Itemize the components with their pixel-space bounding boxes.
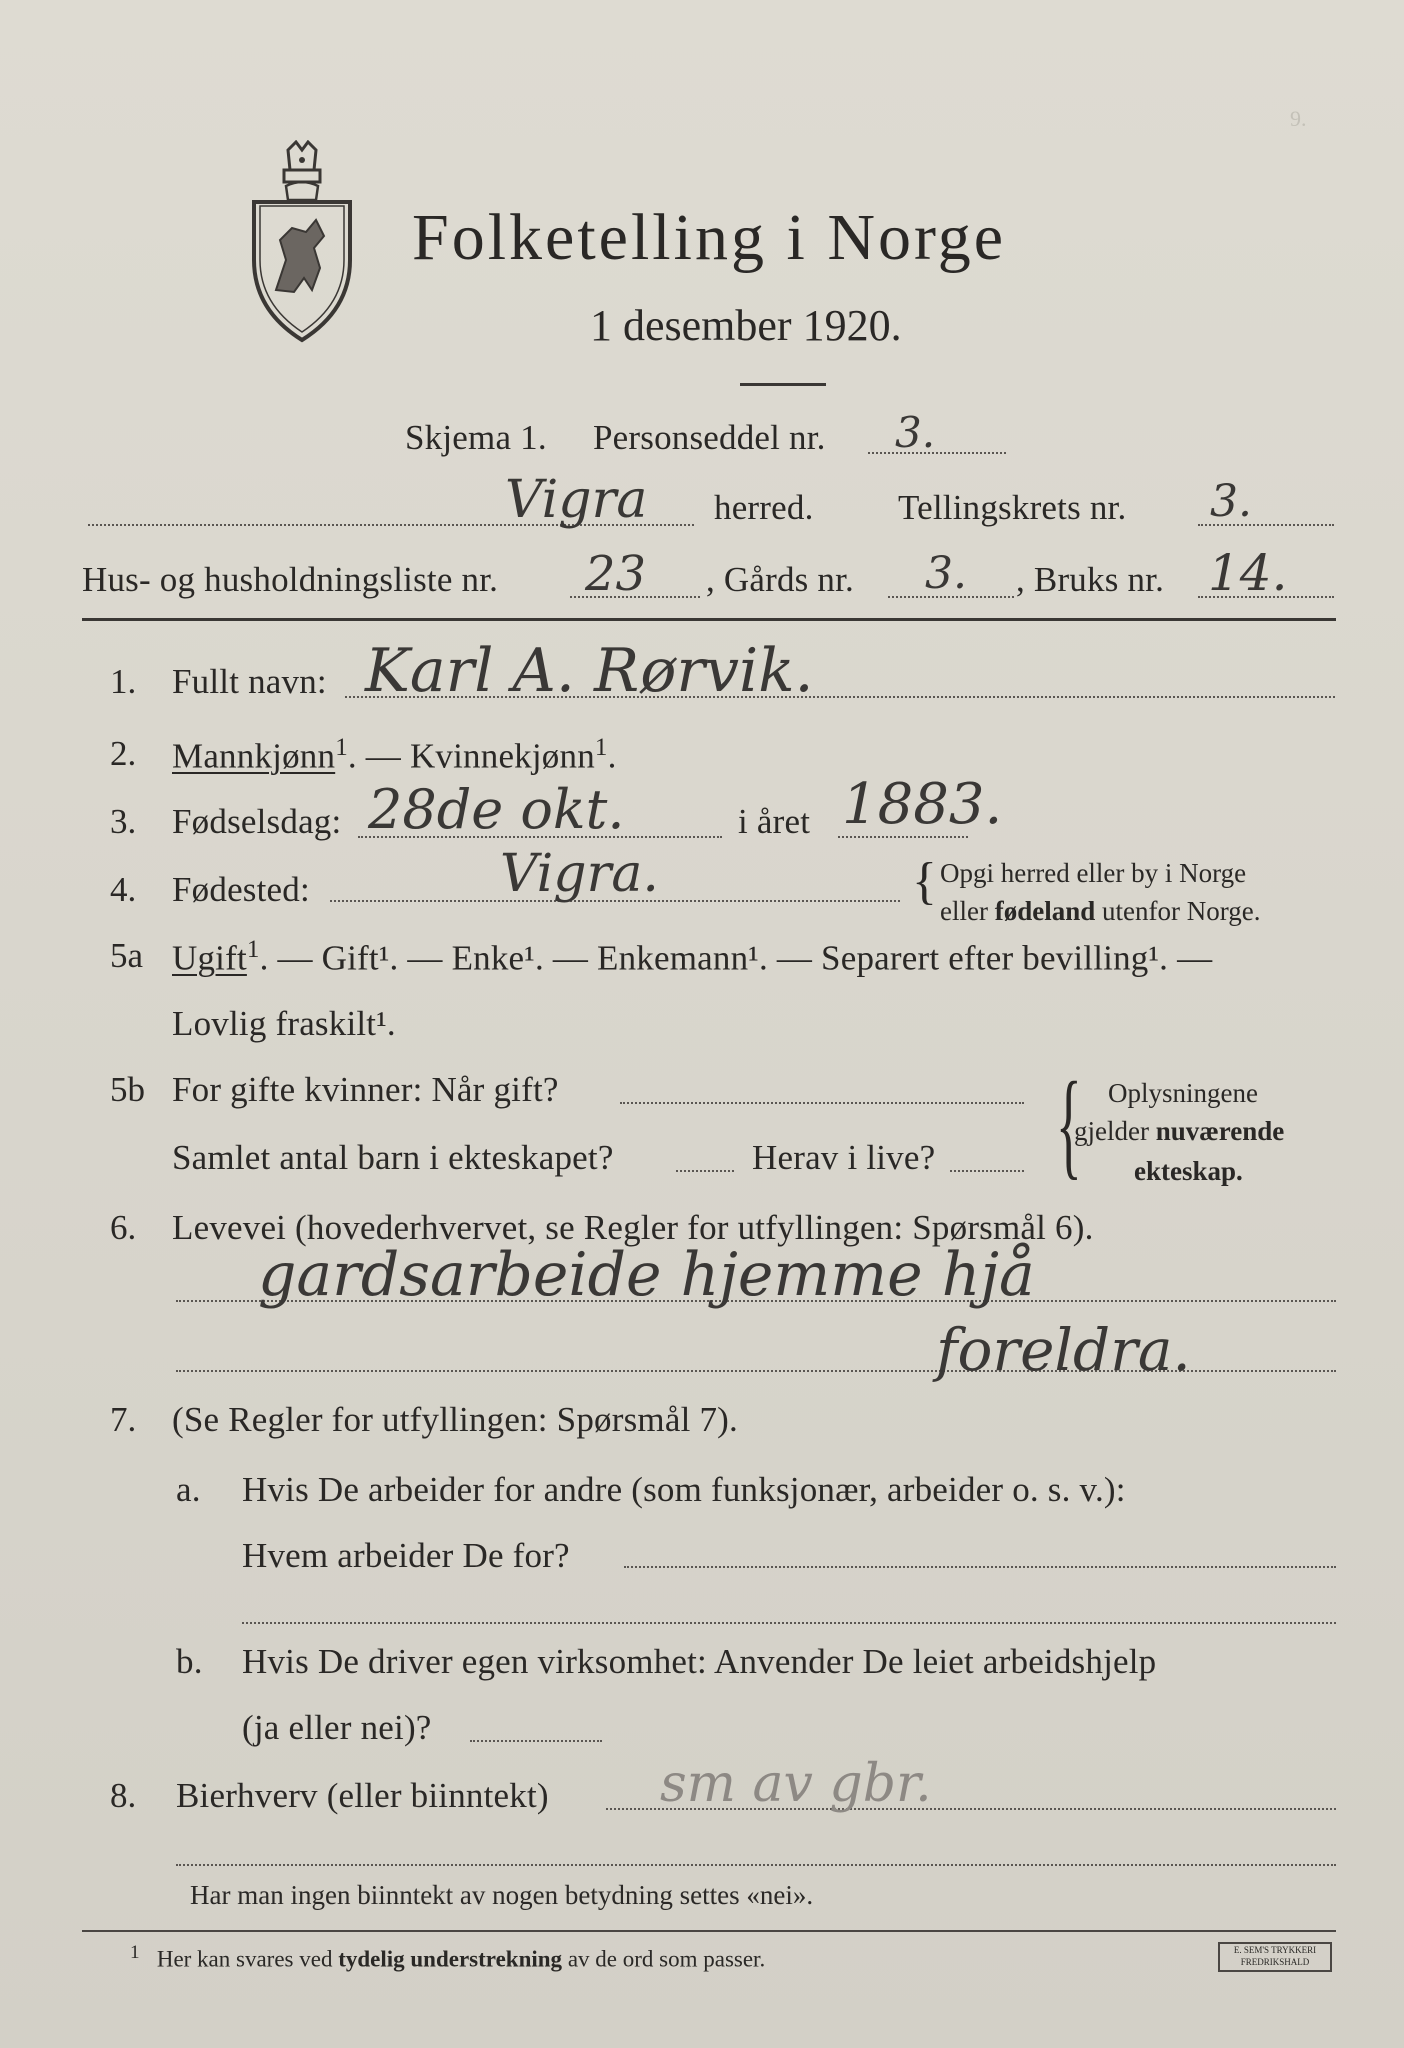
q2-number: 2.	[110, 734, 137, 773]
personseddel-label: Personseddel nr.	[593, 418, 826, 457]
full-name-value[interactable]: Karl A. Rørvik.	[365, 636, 814, 706]
herred-label: herred.	[714, 488, 814, 527]
q4-note-line1: Opgi herred eller by i Norge	[940, 858, 1247, 888]
q5b-label1: For gifte kvinner: Når gift?	[172, 1070, 559, 1109]
q2-options	[172, 734, 617, 777]
birthday-value[interactable]: 28de okt.	[368, 778, 625, 841]
q1-label: Fullt navn:	[172, 662, 327, 701]
q5a-line2[interactable]: Lovlig fraskilt¹.	[172, 1004, 396, 1043]
footnote-mark: 1	[246, 936, 260, 963]
year-value[interactable]: 1883.	[842, 772, 1003, 837]
hus-label: Hus- og husholdningsliste nr.	[82, 560, 499, 599]
q5a-options	[172, 936, 1212, 979]
footnote: $^1$ Her kan svares ved tydelig understrekning av de ord som passer.	[130, 1942, 766, 1972]
q5b-note3: ekteskap.	[1134, 1156, 1243, 1186]
hired-help-field-line[interactable]	[470, 1740, 602, 1742]
side-income-value[interactable]: sm av gbr.	[660, 1754, 932, 1814]
q7b-line1: Hvis De driver egen virksomhet: Anvender De leiet arbeidshjelp	[242, 1642, 1157, 1681]
page-title: Folketelling i Norge	[412, 201, 1007, 274]
q8-label: Bierhverv (eller biinntekt)	[176, 1776, 549, 1815]
q5b-number: 5b	[110, 1070, 145, 1109]
option-ugift[interactable]: Ugift	[172, 938, 247, 978]
employer-field-line-2[interactable]	[242, 1622, 1336, 1624]
tellingskrets-value[interactable]: 3.	[1210, 476, 1252, 527]
alive-field-line[interactable]	[950, 1170, 1024, 1172]
q6-number: 6.	[110, 1208, 137, 1247]
children-field-line[interactable]	[676, 1170, 734, 1172]
q5b-label2: Samlet antal barn i ekteskapet?	[172, 1138, 614, 1177]
q4-label: Fødested:	[172, 870, 310, 909]
q7a-line2: Hvem arbeider De for?	[242, 1536, 570, 1575]
q3-label: Fødselsdag:	[172, 802, 342, 841]
coat-of-arms-icon	[246, 140, 358, 345]
q5b-label3: Herav i live?	[752, 1138, 936, 1177]
census-date: 1 desember 1920.	[590, 301, 902, 350]
q5b-note1: Oplysningene	[1108, 1078, 1258, 1108]
q4-brace: {	[912, 853, 937, 910]
q5b-note2: gjelder nuværende	[1074, 1116, 1285, 1146]
q3-number: 3.	[110, 802, 137, 841]
option-kvinnekjonn[interactable]: . — Kvinnekjønn	[347, 736, 595, 776]
header-rule	[82, 618, 1336, 621]
marriage-date-field-line[interactable]	[620, 1102, 1024, 1104]
gaards-label: , Gårds nr.	[706, 560, 855, 599]
q6-label: Levevei (hovederhvervet, se Regler for utfyllingen: Spørsmål 6).	[172, 1208, 1094, 1247]
q8-number: 8.	[110, 1776, 137, 1815]
q5a-number: 5a	[110, 936, 144, 975]
q5b-brace: {	[1055, 1057, 1082, 1190]
marital-other-options[interactable]: . — Gift¹. — Enke¹. — Enkemann¹. — Separert efter bevilling¹. —	[259, 938, 1213, 978]
q7a-line1: Hvis De arbeider for andre (som funksjonær, arbeider o. s. v.):	[242, 1470, 1126, 1509]
year-label: i året	[738, 802, 811, 841]
occupation-value-line2[interactable]: foreldra.	[936, 1316, 1191, 1384]
tellingskrets-label: Tellingskrets nr.	[898, 488, 1127, 527]
bleed-through: 9.	[1290, 106, 1307, 131]
no-income-note: Har man ingen biinntekt av nogen betydning settes «nei».	[190, 1880, 814, 1910]
footnote-rule	[82, 1930, 1336, 1932]
q2-end: .	[607, 736, 617, 776]
title-divider	[740, 383, 826, 386]
occupation-value-line1[interactable]: gardsarbeide hjemme hjå	[258, 1240, 1035, 1310]
option-mannkjonn[interactable]: Mannkjønn	[172, 736, 336, 776]
q7a-letter: a.	[176, 1470, 201, 1509]
personseddel-field-line	[868, 452, 1006, 454]
printer-stamp: E. SEM'S TRYKKERI FREDRIKSHALD	[1218, 1942, 1332, 1972]
q7-label: (Se Regler for utfyllingen: Spørsmål 7).	[172, 1400, 738, 1439]
q7-number: 7.	[110, 1400, 137, 1439]
q4-note-line2: eller fødeland utenfor Norge.	[940, 896, 1261, 926]
footnote-mark: 1	[335, 734, 348, 761]
q1-number: 1.	[110, 662, 137, 701]
herred-value[interactable]: Vigra	[505, 470, 648, 530]
gaards-value[interactable]: 3.	[925, 548, 967, 599]
q4-number: 4.	[110, 870, 137, 909]
personseddel-value[interactable]: 3.	[895, 408, 936, 457]
q7b-letter: b.	[176, 1642, 203, 1681]
footnote-mark: 1	[594, 734, 608, 761]
bruks-value[interactable]: 14.	[1208, 544, 1288, 602]
birthplace-value[interactable]: Vigra.	[500, 844, 659, 904]
schema-label: Skjema 1.	[405, 418, 547, 457]
q7b-line2: (ja eller nei)?	[242, 1708, 432, 1747]
hus-value[interactable]: 23	[585, 546, 647, 602]
employer-field-line[interactable]	[624, 1566, 1336, 1568]
bruks-label: , Bruks nr.	[1016, 560, 1165, 599]
side-income-field-line-2	[176, 1864, 1336, 1866]
